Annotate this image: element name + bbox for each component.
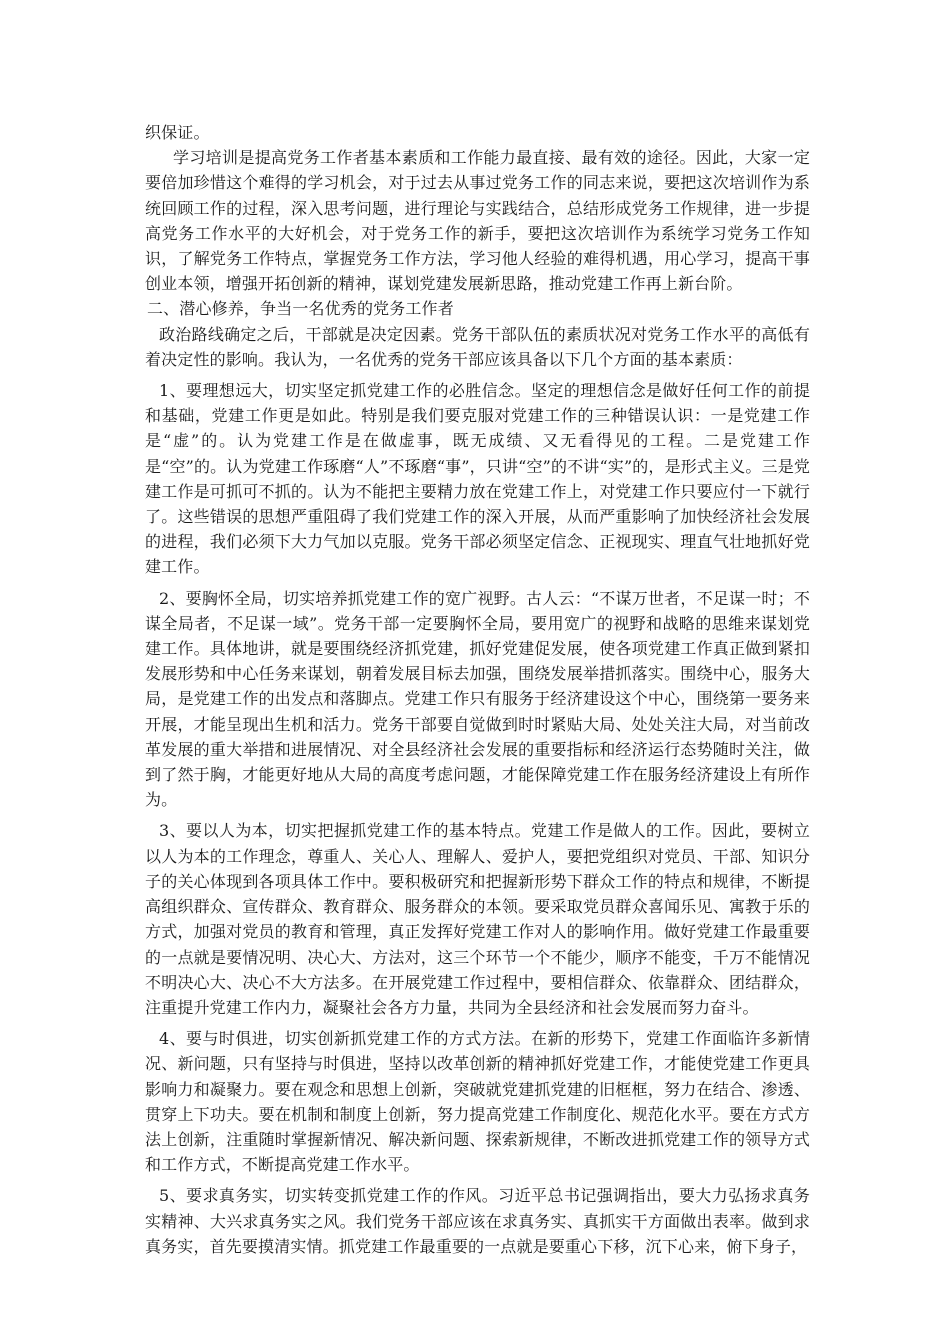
paragraph-point-1: 1、要理想远大，切实坚定抓党建工作的必胜信念。坚定的理想信念是做好任何工作的前提和基础，党建工作更是如此。特别是我们要克服对党建工作的三种错误认识：一是党建工作是“虚”的。认为党建工作是在做虚事，既无成绩、又无看得见的工程。二是党建工作是“空”的。认为党建工作琢磨“人”不琢磨“事”，只讲“空”的不讲“实”的，是形式主义。三是党建工作是可抓可不抓的。认为不能把主要精力放在党建工作上，对党建工作只要应付一下就行了。这些错误的思想严重阻碍了我们党建工作的深入开展，从而严重影响了加快经济社会发展的进程，我们必须下大力气加以克服。党务干部必须坚定信念、正视现实、理直气壮地抓好党建工作。 [145,381,810,577]
paragraph-point-5: 5、要求真务实，切实转变抓党建工作的作风。习近平总书记强调指出，要大力弘扬求真务实精神、大兴求真务实之风。我们党务干部应该在求真务实、真抓实干方面做出表率。做到求真务实，首先要摸清实情。抓党建工作最重要的一点就是要重心下移，沉下心来，俯下身子， [145,1186,810,1256]
document-page [145,120,810,1259]
paragraph-continuation: 织保证。 [145,123,210,142]
section-heading: 二、潜心修养，争当一名优秀的党务工作者 [147,299,454,319]
paragraph-study-training: 学习培训是提高党务工作者基本素质和工作能力最直接、最有效的途径。因此，大家一定要倍加珍惜这个难得的学习机会，对于过去从事过党务工作的同志来说，要把这次培训作为系统回顾工作的过程，深入思考问题，进行理论与实践结合，总结形成党务工作规律，进一步提高党务工作水平的大好机会，对于党务工作的新手，要把这次培训作为系统学习党务工作知识，了解党务工作特点，掌握党务工作方法，学习他人经验的难得机遇，用心学习，提高干事创业本领，增强开拓创新的精神，谋划党建发展新思路，推动党建工作再上新台阶。 [145,148,810,294]
paragraph-point-3: 3、要以人为本，切实把握抓党建工作的基本特点。党建工作是做人的工作。因此，要树立以人为本的工作理念，尊重人、关心人、理解人、爱护人，要把党组织对党员、干部、知识分子的关心体现到各项具体工作中。要积极研究和把握新形势下群众工作的特点和规律，不断提高组织群众、宣传群众、教育群众、服务群众的本领。要采取党员群众喜闻乐见、寓教于乐的方式，加强对党员的教育和管理，真正发挥好党建工作对人的影响作用。做好党建工作最重要的一点就是要情况明、决心大、方法对，这三个环节一个不能少，顺序不能变，千万不能情况不明决心大、决心不大方法多。在开展党建工作过程中，要相信群众、依靠群众、团结群众，注重提升党建工作内力，凝聚社会各方力量，共同为全县经济和社会发展而努力奋斗。 [145,821,810,1017]
paragraph-point-4: 4、要与时俱进，切实创新抓党建工作的方式方法。在新的形势下，党建工作面临许多新情况、新问题，只有坚持与时俱进，坚持以改革创新的精神抓好党建工作，才能使党建工作更具影响力和凝聚力。要在观念和思想上创新，突破就党建抓党建的旧框框，努力在结合、渗透、贯穿上下功夫。要在机制和制度上创新，努力提高党建工作制度化、规范化水平。要在方式方法上创新，注重随时掌握新情况、解决新问题、探索新规律，不断改进抓党建工作的领导方式和工作方式，不断提高党建工作水平。 [145,1029,810,1175]
paragraph-political-line: 政治路线确定之后，干部就是决定因素。党务干部队伍的素质状况对党务工作水平的高低有着决定性的影响。我认为，一名优秀的党务干部应该具备以下几个方面的基本素质： [145,324,810,369]
paragraph-point-2: 2、要胸怀全局，切实培养抓党建工作的宽广视野。古人云：“不谋万世者，不足谋一时；不谋全局者，不足谋一域”。党务干部一定要胸怀全局，要用宽广的视野和战略的思维来谋划党建工作。具体地讲，就是要围绕经济抓党建，抓好党建促发展，使各项党建工作真正做到紧扣发展形势和中心任务来谋划，朝着发展目标去加强，围绕发展举措抓落实。围绕中心，服务大局，是党建工作的出发点和落脚点。党建工作只有服务于经济建设这个中心，围绕第一要务来开展，才能呈现出生机和活力。党务干部要自觉做到时时紧贴大局、处处关注大局，对当前改革发展的重大举措和进展情况、对全县经济社会发展的重要指标和经济运行态势随时关注，做到了然于胸，才能更好地从大局的高度考虑问题，才能保障党建工作在服务经济建设上有所作为。 [145,588,810,810]
